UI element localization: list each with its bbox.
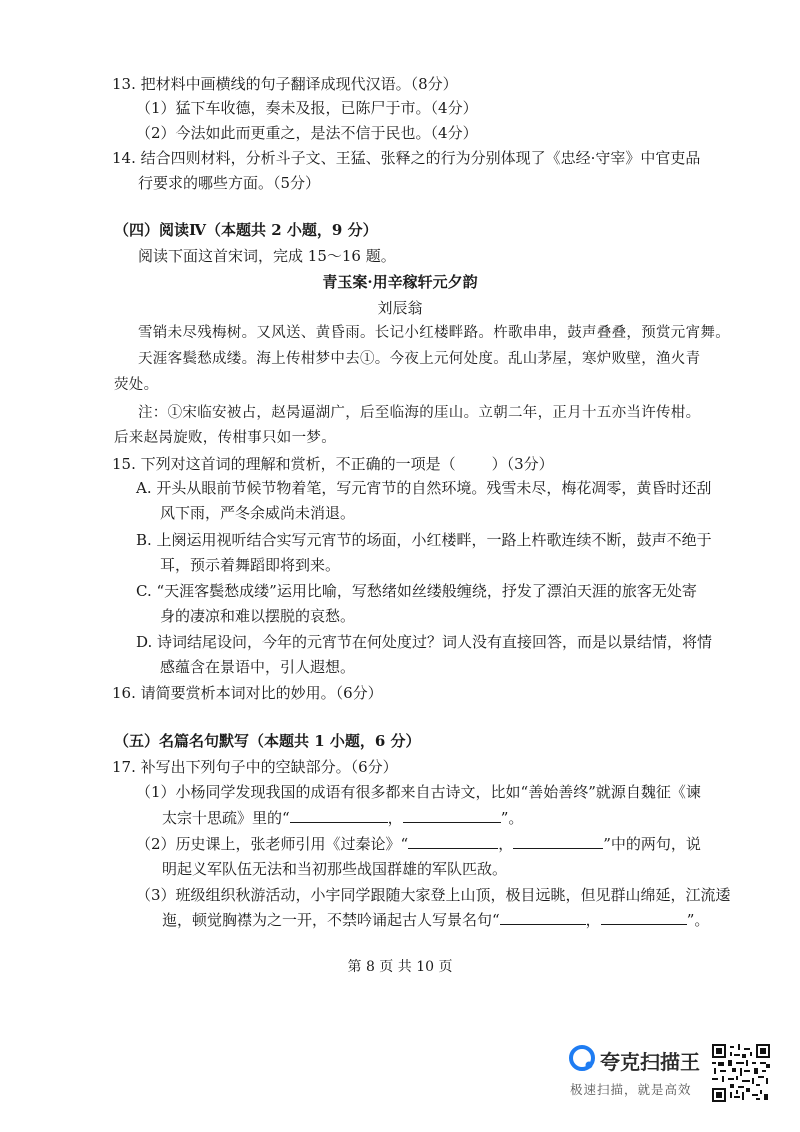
q17-s2-sep: ，	[498, 835, 514, 853]
q17-s3-line1: （3）班级组织秋游活动，小宇同学跟随大家登上山顶，极目远眺，但见群山绵延，江流逶	[136, 886, 731, 904]
q15-stem	[112, 454, 554, 474]
q17-s1-blank-2[interactable]	[403, 808, 501, 823]
q15-option-c-line2: 身的凄凉和难以摆脱的哀愁。	[160, 607, 356, 625]
qr-code-icon	[712, 1044, 770, 1102]
poem-note-1: 注：①宋临安被占，赵昺逼湖广，后至临海的厓山。立朝二年，正月十五亦当许传柑。	[138, 405, 701, 421]
poem-line-1: 雪销未尽残梅树。又风送、黄昏雨。长记小红楼畔路。杵歌串串，鼓声叠叠，预赏元宵舞。	[138, 325, 730, 341]
q15-option-b-line1: B. 上阕运用视听结合实写元宵节的场面，小红楼畔，一路上杵歌连续不断，鼓声不绝于	[136, 531, 712, 549]
q17-s1-blank-1[interactable]	[290, 808, 388, 823]
q17-s3-suffix: ”。	[686, 911, 710, 929]
q17-s2-blank-1[interactable]	[408, 834, 498, 849]
q17-s2-prefix: （2）历史课上，张老师引用《过秦论》“	[136, 835, 409, 853]
q17-s3-sep: ，	[585, 911, 601, 929]
q17-s2-line2: 明起义军队伍无法和当初那些战国群雄的军队匹敌。	[162, 860, 508, 878]
q17-s1-line1: （1）小杨同学发现我国的成语有很多都来自古诗文，比如“善始善终”就源自魏征《谏	[136, 783, 701, 801]
q17-stem: 17. 补写出下列句子中的空缺部分。（6分）	[112, 758, 398, 776]
q14-line1: 14. 结合四则材料，分析斗子文、王猛、张释之的行为分别体现了《忠经·守宰》中官吏品	[112, 149, 701, 167]
q15-option-c-line1: C. “天涯客鬓愁成缕”运用比喻，写愁绪如丝缕般缠绕，抒发了漂泊天涯的旅客无处寄	[136, 582, 697, 600]
q17-s2-line1	[136, 834, 701, 854]
q17-s3-blank-2[interactable]	[601, 910, 687, 925]
watermark-slogan: 极速扫描，就是高效	[570, 1082, 692, 1097]
q17-s1-line2	[162, 808, 523, 828]
q15-option-d-line2: 感蕴含在景语中，引人遐想。	[160, 658, 356, 676]
q17-s3-prefix: 迤，顿觉胸襟为之一开，不禁吟诵起古人写景名句“	[162, 911, 500, 929]
poem-author: 刘辰翁	[377, 299, 423, 317]
q17-s3-line2	[162, 910, 709, 930]
q17-s1-suffix: ”。	[500, 809, 524, 827]
watermark-brand: 夸克扫描王	[600, 1050, 700, 1074]
q13-sub1: （1）猛下车收德，奏未及报，已陈尸于市。（4分）	[136, 99, 478, 117]
section4-intro: 阅读下面这首宋词，完成 15～16 题。	[138, 247, 396, 265]
poem-note-2: 后来赵昺旋败，传柑事只如一梦。	[114, 430, 336, 446]
q17-s2-suffix: ”中的两句，说	[603, 835, 701, 853]
q15-option-a-line2: 风下雨，严冬余威尚未消退。	[160, 504, 356, 522]
q17-s1-sep: ，	[387, 809, 403, 827]
poem-line-3: 荧处。	[114, 377, 159, 393]
q15-option-a-line1: A. 开头从眼前节候节物着笔，写元宵节的自然环境。残雪未尽，梅花凋零，黄昏时还刮	[136, 479, 712, 497]
q15-option-b-line2: 耳，预示着舞蹈即将到来。	[160, 556, 341, 574]
q17-s2-blank-2[interactable]	[513, 834, 603, 849]
poem-line-2: 天涯客鬓愁成缕。海上传柑梦中去①。今夜上元何处度。乱山茅屋，寒炉败壁，渔火青	[138, 351, 701, 367]
q17-s3-blank-1[interactable]	[500, 910, 586, 925]
q17-s1-prefix: 太宗十思疏》里的“	[162, 809, 290, 827]
page-number: 第 8 页 共 10 页	[347, 959, 453, 975]
q14-line2: 行要求的哪些方面。（5分）	[138, 174, 321, 192]
q15-option-d-line1: D. 诗词结尾设问，今年的元宵节在何处度过？词人没有直接回答，而是以景结情，将情	[136, 633, 713, 651]
q13-stem: 13. 把材料中画横线的句子翻译成现代汉语。（8分）	[112, 75, 458, 93]
quark-logo-icon	[568, 1044, 596, 1072]
section4-heading: （四）阅读Ⅳ（本题共 2 小题，9 分）	[114, 221, 378, 239]
q15-stem-score: ）（3分）	[491, 455, 554, 473]
poem-title: 青玉案·用辛稼轩元夕韵	[322, 273, 478, 291]
q13-sub2: （2）今法如此而更重之，是法不信于民也。（4分）	[136, 124, 478, 142]
section5-heading: （五）名篇名句默写（本题共 1 小题，6 分）	[114, 732, 421, 750]
q15-stem-text: 15. 下列对这首词的理解和赏析，不正确的一项是（	[112, 455, 456, 473]
q16-stem: 16. 请简要赏析本词对比的妙用。（6分）	[112, 684, 383, 702]
